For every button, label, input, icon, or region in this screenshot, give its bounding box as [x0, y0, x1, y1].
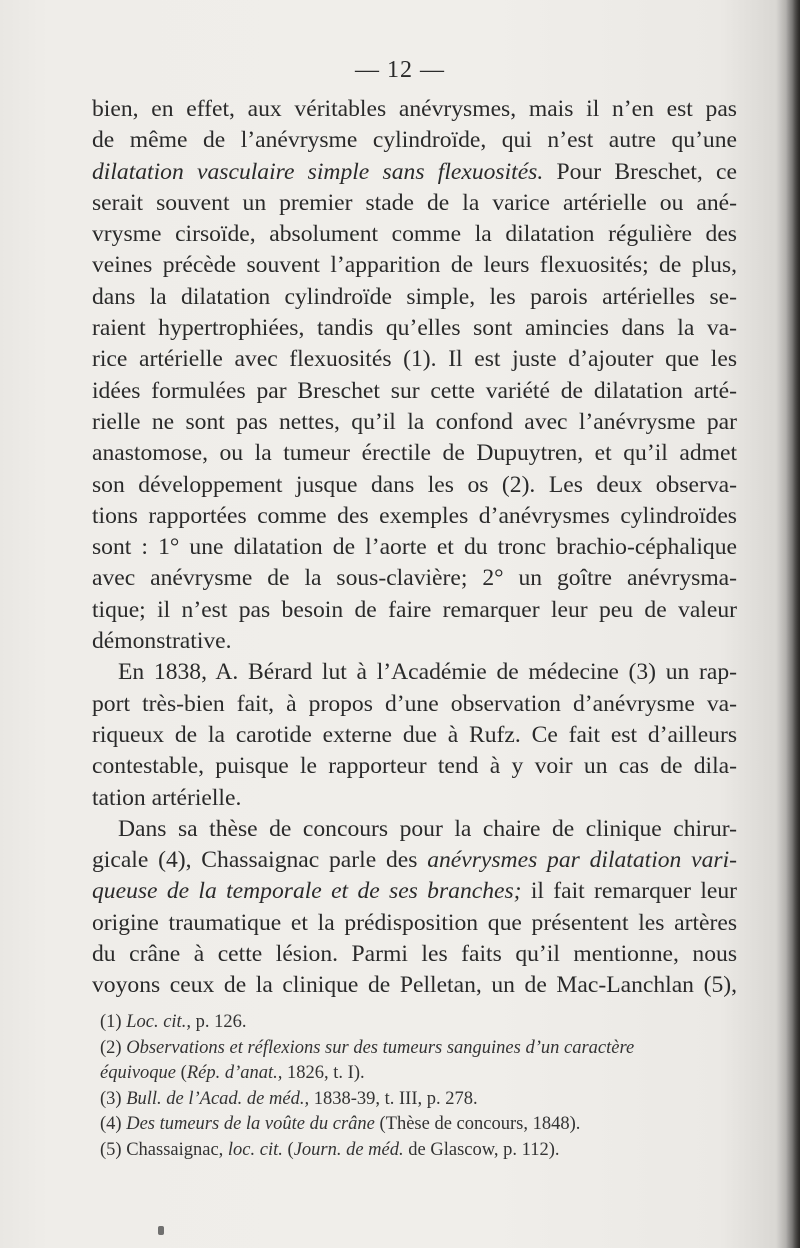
text-line: contestable, puisque le rapporteur tend à y voir un cas de dila- [92, 753, 737, 780]
text-line [92, 845, 737, 876]
text-line: son développement jusque dans les os (2). Les deux observa- [92, 471, 737, 498]
text-line: voyons ceux de la clinique de Pelletan, un de Mac-Lanchlan (5), [92, 972, 737, 999]
footnote-line [100, 1112, 740, 1138]
text-line: origine traumatique et la prédisposition que présentent les artères [92, 909, 737, 936]
text-line: avec anévrysme de la sous-clavière; 2° un goître anévrysma- [92, 565, 737, 592]
text-line [92, 157, 737, 188]
text-run: de Glascow, p. 112). [403, 1139, 560, 1160]
text-run: ( [282, 1139, 294, 1160]
italic-text: Journ. de méd. [293, 1139, 404, 1160]
italic-text: Loc. cit., [126, 1012, 191, 1032]
text-line: raient hypertrophiées, tandis qu’elles sont amincies dans la va- [92, 315, 737, 342]
text-line: tions rapportées comme des exemples d’anévrysmes cylindroïdes [92, 502, 737, 529]
italic-text: équivoque [100, 1063, 177, 1084]
text-run: 1826, t. I). [282, 1063, 365, 1084]
text-line: En 1838, A. Bérard lut à l’Académie de médecine (3) un rap- [118, 659, 737, 686]
footnote-line [100, 1010, 740, 1036]
text-line [92, 876, 737, 907]
italic-text: Bull. de l’Acad. de méd., [126, 1088, 310, 1109]
text-run: p. 126. [190, 1012, 247, 1032]
footnotes-block [100, 1010, 740, 1164]
page-binding-shadow [786, 0, 800, 1248]
footnote-line [100, 1036, 740, 1062]
text-run: (2) [100, 1037, 127, 1058]
footnote-line [100, 1061, 740, 1087]
text-line: de même de l’anévrysme cylindroïde, qui n’est autre qu’une [92, 127, 737, 154]
text-line: rielle ne sont pas nettes, qu’il la confond avec l’anévrysme par [92, 408, 737, 435]
text-line: tique; il n’est pas besoin de faire remarquer leur peu de valeur [92, 596, 737, 623]
text-line: bien, en effet, aux véritables anévrysmes, mais il n’en est pas [92, 96, 737, 122]
italic-text: Des tumeurs de la voûte du crâne [126, 1114, 375, 1135]
ink-speck [158, 1226, 164, 1235]
text-line: dans la dilatation cylindroïde simple, les parois artérielles se- [92, 283, 737, 310]
text-line: anastomose, ou la tumeur érectile de Dupuytren, et qu’il admet [92, 440, 737, 467]
text-line: tation artérielle. [92, 784, 242, 811]
text-run: 1838-39, t. III, p. 278. [309, 1088, 478, 1109]
text-run: (1) [100, 1012, 127, 1032]
text-line: vrysme cirsoïde, absolument comme la dilatation régulière des [92, 221, 737, 248]
italic-text: Observations et réflexions sur des tumeurs sanguines d’un caractère [126, 1037, 635, 1058]
text-run: (Thèse de concours, 1848). [374, 1114, 581, 1135]
text-line: rice artérielle avec flexuosités (1). Il est juste d’ajouter que les [92, 346, 737, 373]
italic-text: anévrysmes par dilatation vari- [427, 847, 737, 874]
italic-text: Rép. d’anat., [186, 1063, 283, 1084]
text-line: Dans sa thèse de concours pour la chaire de clinique chirur- [118, 815, 737, 842]
footnote-line [100, 1138, 740, 1164]
text-line: port très-bien fait, à propos d’une observation d’anévrysme va- [92, 690, 737, 717]
text-run: (4) [100, 1114, 127, 1135]
text-line: démonstrative. [92, 628, 232, 655]
footnote-line [100, 1087, 740, 1113]
text-line: du crâne à cette lésion. Parmi les faits qu’il mentionne, nous [92, 941, 737, 968]
text-line: idées formulées par Breschet sur cette variété de dilatation arté- [92, 377, 737, 404]
text-run: ( [176, 1063, 187, 1084]
text-run: il fait remarquer leur [521, 878, 737, 905]
main-text-block [92, 94, 737, 1002]
text-run: gicale (4), Chassaignac parle des [92, 847, 428, 874]
text-run: (3) [100, 1088, 127, 1109]
italic-text: dilatation vasculaire simple sans flexuosités. [92, 158, 544, 185]
text-run: Pour Breschet, ce [543, 158, 738, 185]
page-number-header: — 12 — [355, 57, 445, 83]
text-line: sont : 1° une dilatation de l’aorte et du tronc brachio-céphalique [92, 534, 737, 561]
text-line: riqueux de la carotide externe due à Rufz. Ce fait est d’ailleurs [92, 721, 737, 748]
text-line: veines précède souvent l’apparition de leurs flexuosités; de plus, [92, 252, 737, 279]
text-run: (5) Chassaignac, [100, 1139, 228, 1160]
text-line: serait souvent un premier stade de la varice artérielle ou ané- [92, 189, 737, 216]
italic-text: loc. cit. [227, 1139, 283, 1160]
italic-text: queuse de la temporale et de ses branches; [92, 878, 522, 905]
